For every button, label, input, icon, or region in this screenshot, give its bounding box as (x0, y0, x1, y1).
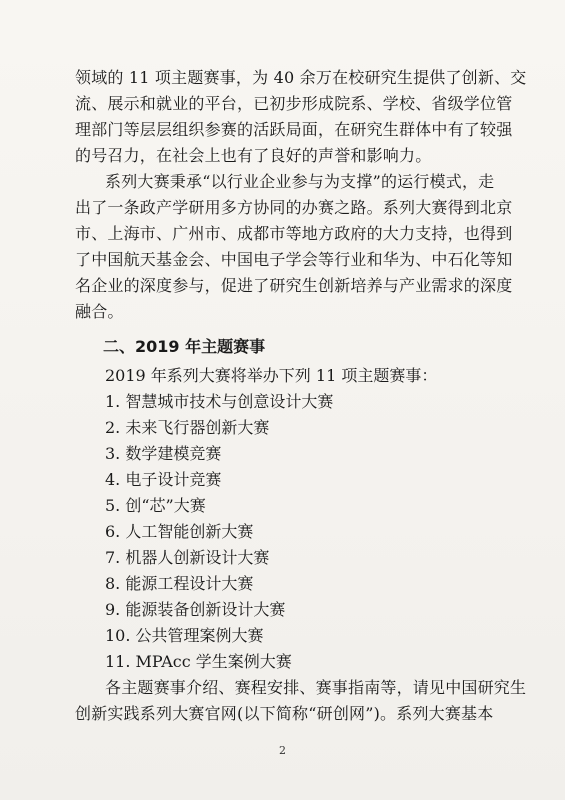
list-item: 10. 公共管理案例大赛 (105, 626, 264, 645)
text-line: 名企业的深度参与，促进了研究生创新培养与产业需求的深度 (75, 276, 513, 295)
text-line: 出了一条政产学研用多方协同的办赛之路。系列大赛得到北京 (75, 198, 513, 217)
page-number: 2 (279, 744, 286, 757)
list-item: 1. 智慧城市技术与创意设计大赛 (105, 392, 334, 411)
text-line: 融合。 (75, 302, 124, 321)
competition-list (75, 389, 511, 675)
text-line: 创新实践系列大赛官网(以下简称“研创网”)。系列大赛基本 (75, 704, 494, 723)
list-item: 6. 人工智能创新大赛 (105, 522, 254, 541)
section-heading: 二、2019 年主题赛事 (103, 337, 266, 356)
paragraph-operating-model (75, 169, 511, 325)
text-line: 理部门等层层组织参赛的活跃局面，在研究生群体中有了较强 (75, 120, 513, 139)
text-line: 领域的 11 项主题赛事，为 40 余万在校研究生提供了创新、交 (75, 68, 527, 87)
paragraph-overview (75, 65, 527, 169)
text-line: 市、上海市、广州市、成都市等地方政府的大力支持，也得到 (75, 224, 513, 243)
page-body (75, 65, 527, 727)
list-item: 4. 电子设计竞赛 (105, 470, 222, 489)
list-item: 9. 能源装备创新设计大赛 (105, 600, 286, 619)
list-item: 5. 创“芯”大赛 (105, 496, 206, 515)
list-item: 8. 能源工程设计大赛 (105, 574, 254, 593)
text-line: 系列大赛秉承“以行业企业参与为支撑”的运行模式，走 (105, 172, 495, 191)
paragraph-closing (75, 675, 527, 727)
list-item: 3. 数学建模竞赛 (105, 444, 222, 463)
text-line: 各主题赛事介绍、赛程安排、赛事指南等，请见中国研究生 (105, 678, 527, 697)
text-line: 的号召力，在社会上也有了良好的声誉和影响力。 (75, 146, 432, 165)
list-item: 11. MPAcc 学生案例大赛 (105, 652, 292, 671)
text-line: 了中国航天基金会、中国电子学会等行业和华为、中石化等知 (75, 250, 513, 269)
list-intro: 2019 年系列大赛将举办下列 11 项主题赛事： (105, 366, 438, 385)
text-line: 流、展示和就业的平台，已初步形成院系、学校、省级学位管 (75, 94, 513, 113)
list-item: 2. 未来飞行器创新大赛 (105, 418, 270, 437)
list-item: 7. 机器人创新设计大赛 (105, 548, 270, 567)
